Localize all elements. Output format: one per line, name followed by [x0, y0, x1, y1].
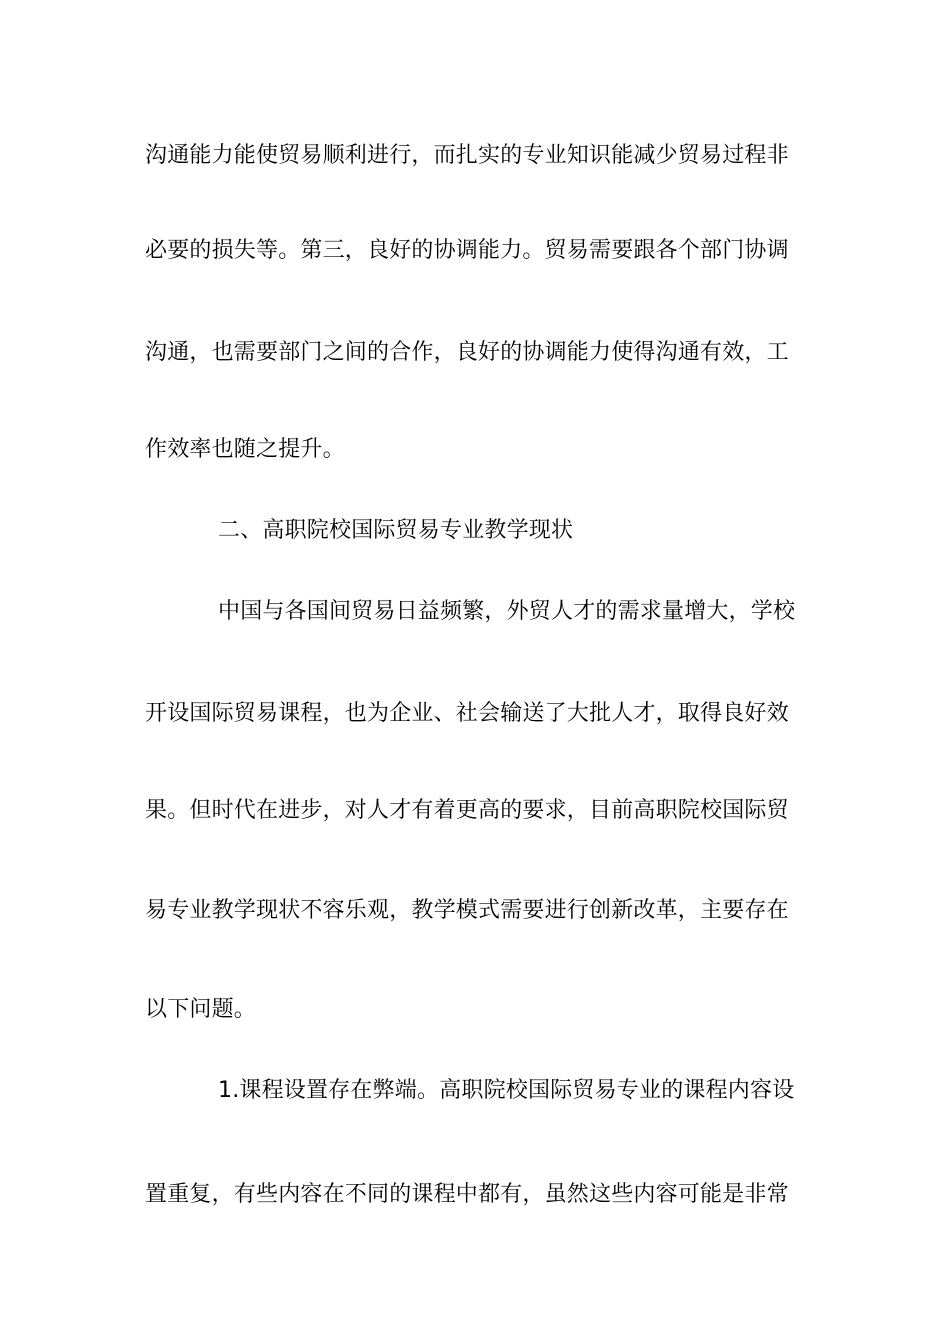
body-text-line: 沟通能力能使贸易顺利进行，而扎实的专业知识能减少贸易过程非 — [145, 143, 789, 168]
body-text-line: 必要的损失等。第三，良好的协调能力。贸易需要跟各个部门协调 — [145, 238, 789, 263]
body-text-line: 易专业教学现状不容乐观，教学模式需要进行创新改革，主要存在 — [145, 898, 789, 923]
body-text-line: 置重复，有些内容在不同的课程中都有，虽然这些内容可能是非常 — [145, 1182, 789, 1207]
body-text-line: 1.课程设置存在弊端。高职院校国际贸易专业的课程内容设 — [218, 1078, 795, 1103]
body-text-line: 以下问题。 — [145, 997, 257, 1022]
section-heading: 二、高职院校国际贸易专业教学现状 — [218, 518, 574, 543]
body-text-line: 开设国际贸易课程，也为企业、社会输送了大批人才，取得良好效 — [145, 701, 789, 726]
body-text-line: 果。但时代在进步，对人才有着更高的要求，目前高职院校国际贸 — [145, 798, 789, 823]
body-text-line: 中国与各国间贸易日益频繁，外贸人才的需求量增大，学校 — [218, 599, 796, 624]
body-text-line: 沟通，也需要部门之间的合作，良好的协调能力使得沟通有效，工 — [145, 340, 789, 365]
body-text-line: 作效率也随之提升。 — [145, 437, 345, 462]
